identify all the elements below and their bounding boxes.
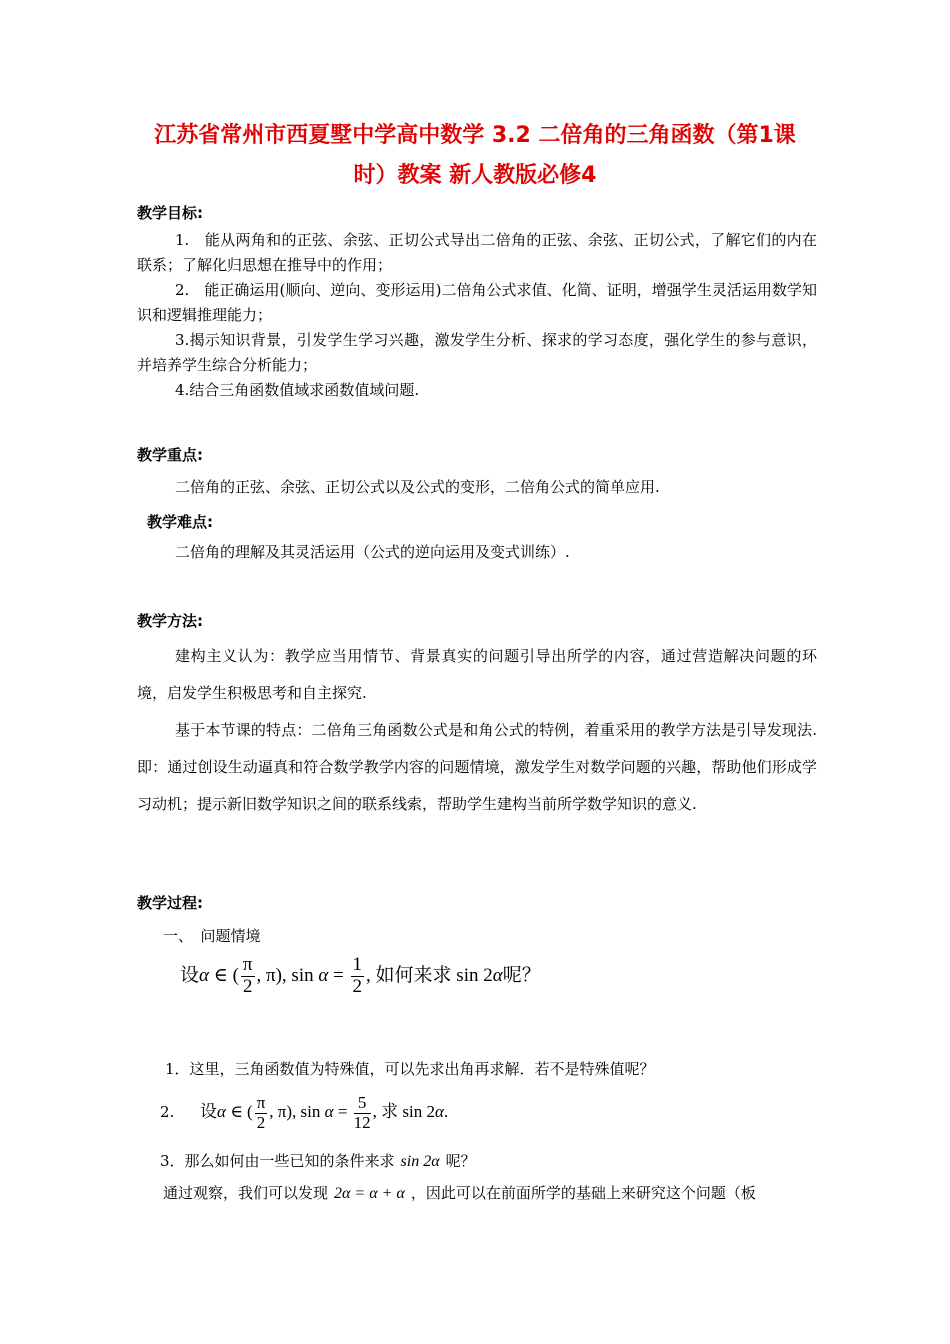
- question-1: 1．这里，三角函数值为特殊值，可以先求出角再求解．若不是特殊值呢？: [165, 1060, 655, 1078]
- difficulties-heading: 教学难点:: [147, 513, 213, 531]
- methods-heading: 教学方法:: [137, 612, 203, 630]
- question-3: 3．那么如何由一些已知的条件来求 sin 2α 呢？: [160, 1152, 476, 1170]
- objective-item-1: 1. 能从两角和的正弦、余弦、正切公式导出二倍角的正弦、余弦、正切公式，了解它们的内在联系；了解化归思想在推导中的作用；: [137, 231, 817, 274]
- methods-paragraph-1: 建构主义认为：教学应当用情节、背景真实的问题引导出所学的内容，通过营造解决问题的环境，启发学生积极思考和自主探究.: [137, 647, 817, 702]
- objectives-heading: 教学目标:: [137, 204, 203, 222]
- methods-paragraph-2: 基于本节课的特点：二倍角三角函数公式是和角公式的特例，着重采用的教学方法是引导发现法.即：通过创设生动逼真和符合数学教学内容的问题情境，激发学生对数学问题的兴趣，帮助他们形成学习动机；提示新旧数学知识之间的联系线索，帮助学生建构当前所学数学知识的意义.: [137, 721, 817, 813]
- document-title-line1: 江苏省常州市西夏墅中学高中数学 3.2 二倍角的三角函数（第1课: [154, 123, 796, 148]
- question-2-label: 2.: [160, 1103, 175, 1121]
- section-problem-situation: 一、 问题情境: [163, 927, 261, 945]
- difficulties-text: 二倍角的理解及其灵活运用（公式的逆向运用及变式训练）.: [175, 543, 570, 561]
- document-title-line2: 时）教案 新人教版必修4: [353, 163, 597, 188]
- objective-item-3: 3.揭示知识背景，引发学生学习兴趣，激发学生分析、探求的学习态度，强化学生的参与意识，并培养学生综合分析能力；: [137, 331, 817, 374]
- key-points-text: 二倍角的正弦、余弦、正切公式以及公式的变形，二倍角公式的简单应用.: [175, 478, 660, 496]
- formula-question-1: 设α ∈ ( $\frac{\pi}{2}$ , π), sin α = $\frac{1}{2}$ , 如何来求 sin 2α呢？: [180, 954, 541, 997]
- observation-text: 通过观察，我们可以发现 2α = α + α ，因此可以在前面所学的基础上来研究这个问题（板: [163, 1184, 756, 1202]
- key-points-heading: 教学重点:: [137, 446, 203, 464]
- formula-question-2: 设α ∈ ( $\frac{\pi}{2}$ , π), sin α = $\frac{5}{12}$ , 求 sin 2α.: [200, 1093, 449, 1132]
- objective-item-2: 2. 能正确运用(顺向、逆向、变形运用)二倍角公式求值、化简、证明，增强学生灵活运用数学知识和逻辑推理能力；: [137, 281, 817, 324]
- process-heading: 教学过程:: [137, 894, 203, 912]
- objective-item-4: 4.结合三角函数值域求函数值域问题.: [175, 381, 420, 399]
